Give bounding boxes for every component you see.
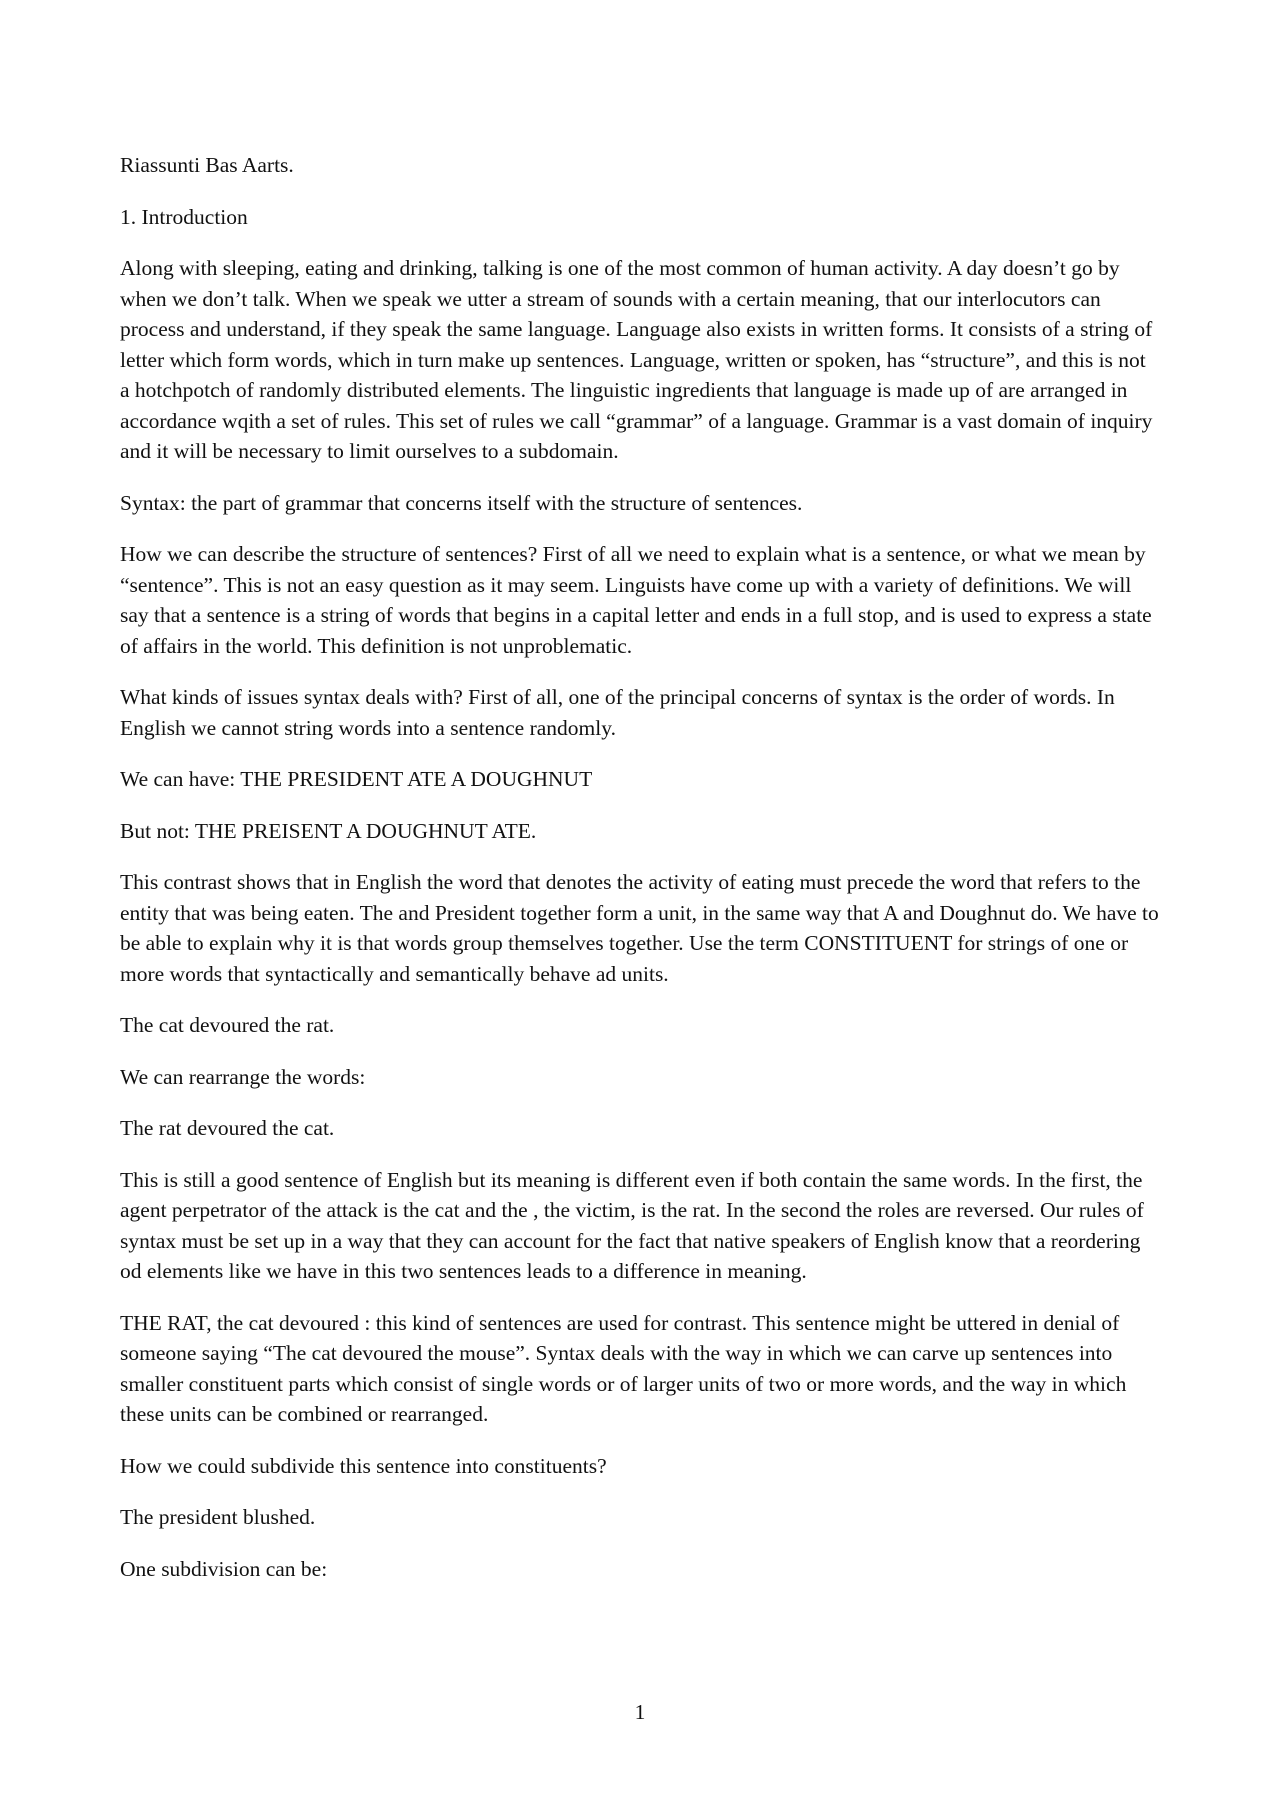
section-heading: 1. Introduction xyxy=(120,204,248,229)
document-title: Riassunti Bas Aarts. xyxy=(120,153,294,177)
paragraph: Syntax: the part of grammar that concerns itself with the structure of sentences. xyxy=(120,490,803,515)
paragraph: Along with sleeping, eating and drinking, talking is one of the most common of human activity. A day doesn’t go by when we don’t talk. When we speak we utter a stream of sounds with a certain meaning, that our interlocutors can process and understand, if they speak the same language. Language also exists in written forms. It consists of a string of letter which form words, which in turn make up sentences. Language, written or spoken, has “structure”, and this is not a hotchpotch of randomly distributed elements. The linguistic ingredients that language is made up of are arranged in accordance wqith a set of rules. This set of rules we call “grammar” of a language. Grammar is a vast domain of inquiry and it will be necessary to limit ourselves to a subdomain. xyxy=(120,256,1153,463)
paragraph: How we could subdivide this sentence into constituents? xyxy=(120,1453,607,1478)
example-sentence: The president blushed. xyxy=(120,1505,316,1529)
example-sentence: The cat devoured the rat. xyxy=(120,1013,335,1037)
paragraph: This contrast shows that in English the word that denotes the activity of eating must precede the word that refers to the entity that was being eaten. The and President together form a unit, in the same way that A and Doughnut do. We have to be able to explain why it is that words group themselves together. Use the term CONSTITUENT for strings of one or more words that syntactically and semantically behave ad units. xyxy=(120,870,1159,986)
paragraph: What kinds of issues syntax deals with? First of all, one of the principal concerns of syntax is the order of words. In English we cannot string words into a sentence randomly. xyxy=(120,685,1115,740)
paragraph: This is still a good sentence of English but its meaning is different even if both contain the same words. In the first, the agent perpetrator of the attack is the cat and the , the victim, is the rat. In the second the roles are reversed. Our rules of syntax must be set up in a way that they can account for the fact that native speakers of English know that a reordering od elements like we have in this two sentences leads to a difference in meaning. xyxy=(120,1167,1144,1283)
example-sentence: The rat devoured the cat. xyxy=(120,1116,335,1140)
page-number: 1 xyxy=(634,1700,646,1724)
paragraph: One subdivision can be: xyxy=(120,1556,328,1581)
paragraph: How we can describe the structure of sentences? First of all we need to explain what is a sentence, or what we mean by “sentence”. This is not an easy question as it may seem. Linguists have come up with a variety of definitions. We will say that a sentence is a string of words that begins in a capital letter and ends in a full stop, and is used to express a state of affairs in the world. This definition is not unproblematic. xyxy=(120,542,1152,658)
example-sentence: We can have: THE PRESIDENT ATE A DOUGHNUT xyxy=(120,767,593,791)
example-sentence: But not: THE PREISENT A DOUGHNUT ATE. xyxy=(120,818,537,843)
paragraph: We can rearrange the words: xyxy=(120,1064,366,1089)
page-content xyxy=(120,150,1160,1605)
paragraph: THE RAT, the cat devoured : this kind of sentences are used for contrast. This sentence might be uttered in denial of someone saying “The cat devoured the mouse”. Syntax deals with the way in which we can carve up sentences into smaller constituent parts which consist of single words or of larger units of two or more words, and the way in which these units can be combined or rearranged. xyxy=(120,1310,1127,1426)
